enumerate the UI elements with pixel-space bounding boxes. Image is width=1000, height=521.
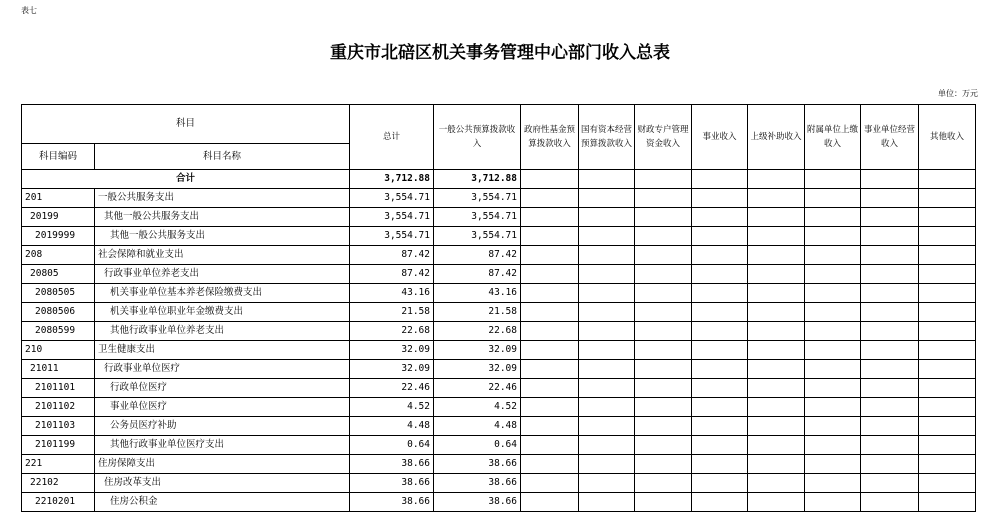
table-row: [22, 265, 976, 284]
empty-cell: [579, 455, 635, 474]
empty-cell: [805, 398, 861, 417]
row-total: 3,554.71: [350, 208, 434, 227]
row-code: 20805: [22, 265, 95, 284]
row-code: 21011: [22, 360, 95, 379]
row-name: 行政单位医疗: [95, 379, 350, 398]
empty-cell: [635, 227, 692, 246]
row-total: 21.58: [350, 303, 434, 322]
header-col: 国有资本经营预算拨款收入: [579, 105, 635, 170]
empty-cell: [805, 265, 861, 284]
row-code: 2101101: [22, 379, 95, 398]
table-row: [22, 379, 976, 398]
empty-cell: [521, 265, 579, 284]
empty-cell: [919, 455, 976, 474]
empty-cell: [805, 360, 861, 379]
row-total: 3,554.71: [350, 189, 434, 208]
empty-cell: [748, 189, 805, 208]
row-code: 2080506: [22, 303, 95, 322]
empty-cell: [521, 189, 579, 208]
row-code: 2101199: [22, 436, 95, 455]
empty-cell: [521, 417, 579, 436]
row-name: 住房保障支出: [95, 455, 350, 474]
empty-cell: [692, 455, 748, 474]
header-name: 科目名称: [95, 144, 350, 170]
row-code: 2101103: [22, 417, 95, 436]
row-name: 公务员医疗补助: [95, 417, 350, 436]
empty-cell: [692, 474, 748, 493]
empty-cell: [861, 284, 919, 303]
row-total: 38.66: [350, 474, 434, 493]
row-name: 其他行政事业单位医疗支出: [95, 436, 350, 455]
empty-cell: [861, 455, 919, 474]
row-general: 22.46: [434, 379, 521, 398]
empty-cell: [861, 417, 919, 436]
row-code: 2019999: [22, 227, 95, 246]
empty-cell: [635, 208, 692, 227]
row-total: 0.64: [350, 436, 434, 455]
empty-cell: [861, 246, 919, 265]
table-row: [22, 341, 976, 360]
empty-cell: [919, 493, 976, 512]
empty-cell: [692, 360, 748, 379]
empty-cell: [748, 208, 805, 227]
income-table: [21, 104, 976, 512]
empty-cell: [919, 436, 976, 455]
empty-cell: [748, 455, 805, 474]
empty-cell: [805, 417, 861, 436]
empty-cell: [805, 303, 861, 322]
empty-cell: [579, 398, 635, 417]
empty-cell: [635, 493, 692, 512]
empty-cell: [861, 322, 919, 341]
row-total: 3,554.71: [350, 227, 434, 246]
empty-cell: [748, 284, 805, 303]
empty-cell: [861, 379, 919, 398]
row-general: 4.52: [434, 398, 521, 417]
table-row: [22, 284, 976, 303]
total-general-amount: 3,712.88: [434, 170, 521, 189]
table-row: [22, 227, 976, 246]
row-general: 3,554.71: [434, 208, 521, 227]
header-col: 其他收入: [919, 105, 976, 170]
page-title: 重庆市北碚区机关事务管理中心部门收入总表: [330, 43, 670, 63]
empty-cell: [692, 265, 748, 284]
empty-cell: [521, 284, 579, 303]
empty-cell: [521, 303, 579, 322]
empty-cell: [861, 227, 919, 246]
header-code: 科目编码: [22, 144, 95, 170]
row-general: 32.09: [434, 360, 521, 379]
row-name: 住房公积金: [95, 493, 350, 512]
table-tag: 表七: [21, 6, 37, 15]
row-code: 2080505: [22, 284, 95, 303]
table-row: [22, 493, 976, 512]
empty-cell: [521, 379, 579, 398]
empty-cell: [579, 208, 635, 227]
empty-cell: [861, 341, 919, 360]
empty-cell: [579, 227, 635, 246]
empty-cell: [805, 493, 861, 512]
total-row: [22, 170, 976, 189]
row-total: 22.68: [350, 322, 434, 341]
empty-cell: [861, 493, 919, 512]
row-total: 87.42: [350, 246, 434, 265]
empty-cell: [521, 398, 579, 417]
empty-cell: [861, 360, 919, 379]
empty-cell: [805, 189, 861, 208]
empty-cell: [692, 284, 748, 303]
row-name: 其他一般公共服务支出: [95, 227, 350, 246]
row-general: 3,554.71: [434, 227, 521, 246]
row-name: 卫生健康支出: [95, 341, 350, 360]
empty-cell: [692, 208, 748, 227]
empty-cell: [748, 379, 805, 398]
empty-cell: [748, 341, 805, 360]
empty-cell: [692, 246, 748, 265]
row-total: 32.09: [350, 341, 434, 360]
table-row: [22, 417, 976, 436]
empty-cell: [579, 341, 635, 360]
empty-cell: [692, 227, 748, 246]
row-general: 4.48: [434, 417, 521, 436]
empty-cell: [635, 398, 692, 417]
empty-cell: [521, 322, 579, 341]
empty-cell: [579, 379, 635, 398]
empty-cell: [805, 455, 861, 474]
row-total: 4.48: [350, 417, 434, 436]
header-subject: 科目: [22, 105, 350, 144]
row-general: 87.42: [434, 265, 521, 284]
row-code: 2080599: [22, 322, 95, 341]
empty-cell: [805, 322, 861, 341]
empty-cell: [521, 474, 579, 493]
empty-cell: [919, 322, 976, 341]
empty-cell: [861, 474, 919, 493]
empty-cell: [579, 436, 635, 455]
total-amount: 3,712.88: [350, 170, 434, 189]
empty-cell: [748, 417, 805, 436]
row-general: 32.09: [434, 341, 521, 360]
empty-cell: [805, 436, 861, 455]
row-total: 38.66: [350, 455, 434, 474]
empty-cell: [748, 265, 805, 284]
unit-label: 单位：万元: [938, 89, 978, 98]
empty-cell: [635, 455, 692, 474]
empty-cell: [805, 341, 861, 360]
empty-cell: [635, 303, 692, 322]
row-name: 一般公共服务支出: [95, 189, 350, 208]
empty-cell: [748, 322, 805, 341]
empty-cell: [919, 227, 976, 246]
empty-cell: [692, 417, 748, 436]
empty-cell: [861, 436, 919, 455]
empty-cell: [579, 360, 635, 379]
empty-cell: [805, 246, 861, 265]
row-general: 38.66: [434, 455, 521, 474]
header-col: 附属单位上缴收入: [805, 105, 861, 170]
row-general: 21.58: [434, 303, 521, 322]
empty-cell: [748, 227, 805, 246]
row-total: 32.09: [350, 360, 434, 379]
empty-cell: [805, 284, 861, 303]
row-code: 20199: [22, 208, 95, 227]
header-col: 一般公共预算拨款收入: [434, 105, 521, 170]
empty-cell: [861, 398, 919, 417]
empty-cell: [919, 303, 976, 322]
empty-cell: [579, 493, 635, 512]
empty-cell: [861, 303, 919, 322]
empty-cell: [861, 208, 919, 227]
table-row: [22, 436, 976, 455]
row-name: 住房改革支出: [95, 474, 350, 493]
empty-cell: [919, 208, 976, 227]
empty-cell: [579, 265, 635, 284]
empty-cell: [919, 474, 976, 493]
empty-cell: [579, 474, 635, 493]
empty-cell: [521, 341, 579, 360]
empty-cell: [748, 398, 805, 417]
row-total: 38.66: [350, 493, 434, 512]
empty-cell: [521, 493, 579, 512]
empty-cell: [692, 493, 748, 512]
header-col: 事业单位经营收入: [861, 105, 919, 170]
empty-cell: [692, 436, 748, 455]
row-name: 事业单位医疗: [95, 398, 350, 417]
empty-cell: [748, 246, 805, 265]
empty-cell: [692, 398, 748, 417]
empty-cell: [635, 474, 692, 493]
row-general: 43.16: [434, 284, 521, 303]
empty-cell: [805, 227, 861, 246]
row-code: 208: [22, 246, 95, 265]
empty-cell: [919, 398, 976, 417]
header-col: 财政专户管理资金收入: [635, 105, 692, 170]
row-general: 38.66: [434, 474, 521, 493]
empty-cell: [919, 360, 976, 379]
empty-cell: [635, 417, 692, 436]
empty-cell: [861, 265, 919, 284]
empty-cell: [579, 246, 635, 265]
empty-cell: [635, 322, 692, 341]
table-row: [22, 398, 976, 417]
empty-cell: [521, 246, 579, 265]
empty-cell: [748, 474, 805, 493]
empty-cell: [919, 265, 976, 284]
empty-cell: [579, 303, 635, 322]
row-general: 87.42: [434, 246, 521, 265]
empty-cell: [579, 284, 635, 303]
table-row: [22, 246, 976, 265]
empty-cell: [635, 360, 692, 379]
row-code: 2210201: [22, 493, 95, 512]
row-code: 221: [22, 455, 95, 474]
header-col: 政府性基金预算拨款收入: [521, 105, 579, 170]
row-name: 行政事业单位医疗: [95, 360, 350, 379]
row-code: 22102: [22, 474, 95, 493]
total-label: 合计: [22, 170, 350, 189]
row-total: 43.16: [350, 284, 434, 303]
empty-cell: [692, 379, 748, 398]
row-name: 其他一般公共服务支出: [95, 208, 350, 227]
empty-cell: [748, 360, 805, 379]
row-name: 其他行政事业单位养老支出: [95, 322, 350, 341]
row-general: 22.68: [434, 322, 521, 341]
empty-cell: [635, 246, 692, 265]
row-code: 2101102: [22, 398, 95, 417]
empty-cell: [919, 246, 976, 265]
row-total: 87.42: [350, 265, 434, 284]
empty-cell: [692, 189, 748, 208]
row-name: 机关事业单位基本养老保险缴费支出: [95, 284, 350, 303]
empty-cell: [635, 436, 692, 455]
empty-cell: [692, 322, 748, 341]
empty-cell: [805, 474, 861, 493]
table-row: [22, 189, 976, 208]
empty-cell: [579, 322, 635, 341]
table-row: [22, 322, 976, 341]
empty-cell: [748, 436, 805, 455]
header-col: 上级补助收入: [748, 105, 805, 170]
header-col: 总计: [350, 105, 434, 170]
table-row: [22, 208, 976, 227]
empty-cell: [635, 379, 692, 398]
row-total: 22.46: [350, 379, 434, 398]
empty-cell: [919, 284, 976, 303]
empty-cell: [861, 189, 919, 208]
empty-cell: [748, 303, 805, 322]
empty-cell: [919, 189, 976, 208]
empty-cell: [579, 417, 635, 436]
empty-cell: [692, 303, 748, 322]
row-name: 社会保障和就业支出: [95, 246, 350, 265]
row-total: 4.52: [350, 398, 434, 417]
row-name: 行政事业单位养老支出: [95, 265, 350, 284]
empty-cell: [919, 341, 976, 360]
empty-cell: [692, 341, 748, 360]
empty-cell: [521, 208, 579, 227]
empty-cell: [635, 265, 692, 284]
empty-cell: [805, 208, 861, 227]
row-code: 201: [22, 189, 95, 208]
empty-cell: [579, 189, 635, 208]
row-name: 机关事业单位职业年金缴费支出: [95, 303, 350, 322]
table-row: [22, 455, 976, 474]
row-code: 210: [22, 341, 95, 360]
empty-cell: [521, 436, 579, 455]
empty-cell: [521, 227, 579, 246]
header-row: [22, 105, 976, 144]
row-general: 0.64: [434, 436, 521, 455]
table-row: [22, 303, 976, 322]
empty-cell: [805, 379, 861, 398]
empty-cell: [635, 341, 692, 360]
empty-cell: [521, 455, 579, 474]
empty-cell: [919, 417, 976, 436]
header-col: 事业收入: [692, 105, 748, 170]
row-general: 3,554.71: [434, 189, 521, 208]
empty-cell: [748, 493, 805, 512]
table-row: [22, 360, 976, 379]
row-general: 38.66: [434, 493, 521, 512]
empty-cell: [635, 284, 692, 303]
empty-cell: [521, 360, 579, 379]
empty-cell: [919, 379, 976, 398]
table-row: [22, 474, 976, 493]
empty-cell: [635, 189, 692, 208]
